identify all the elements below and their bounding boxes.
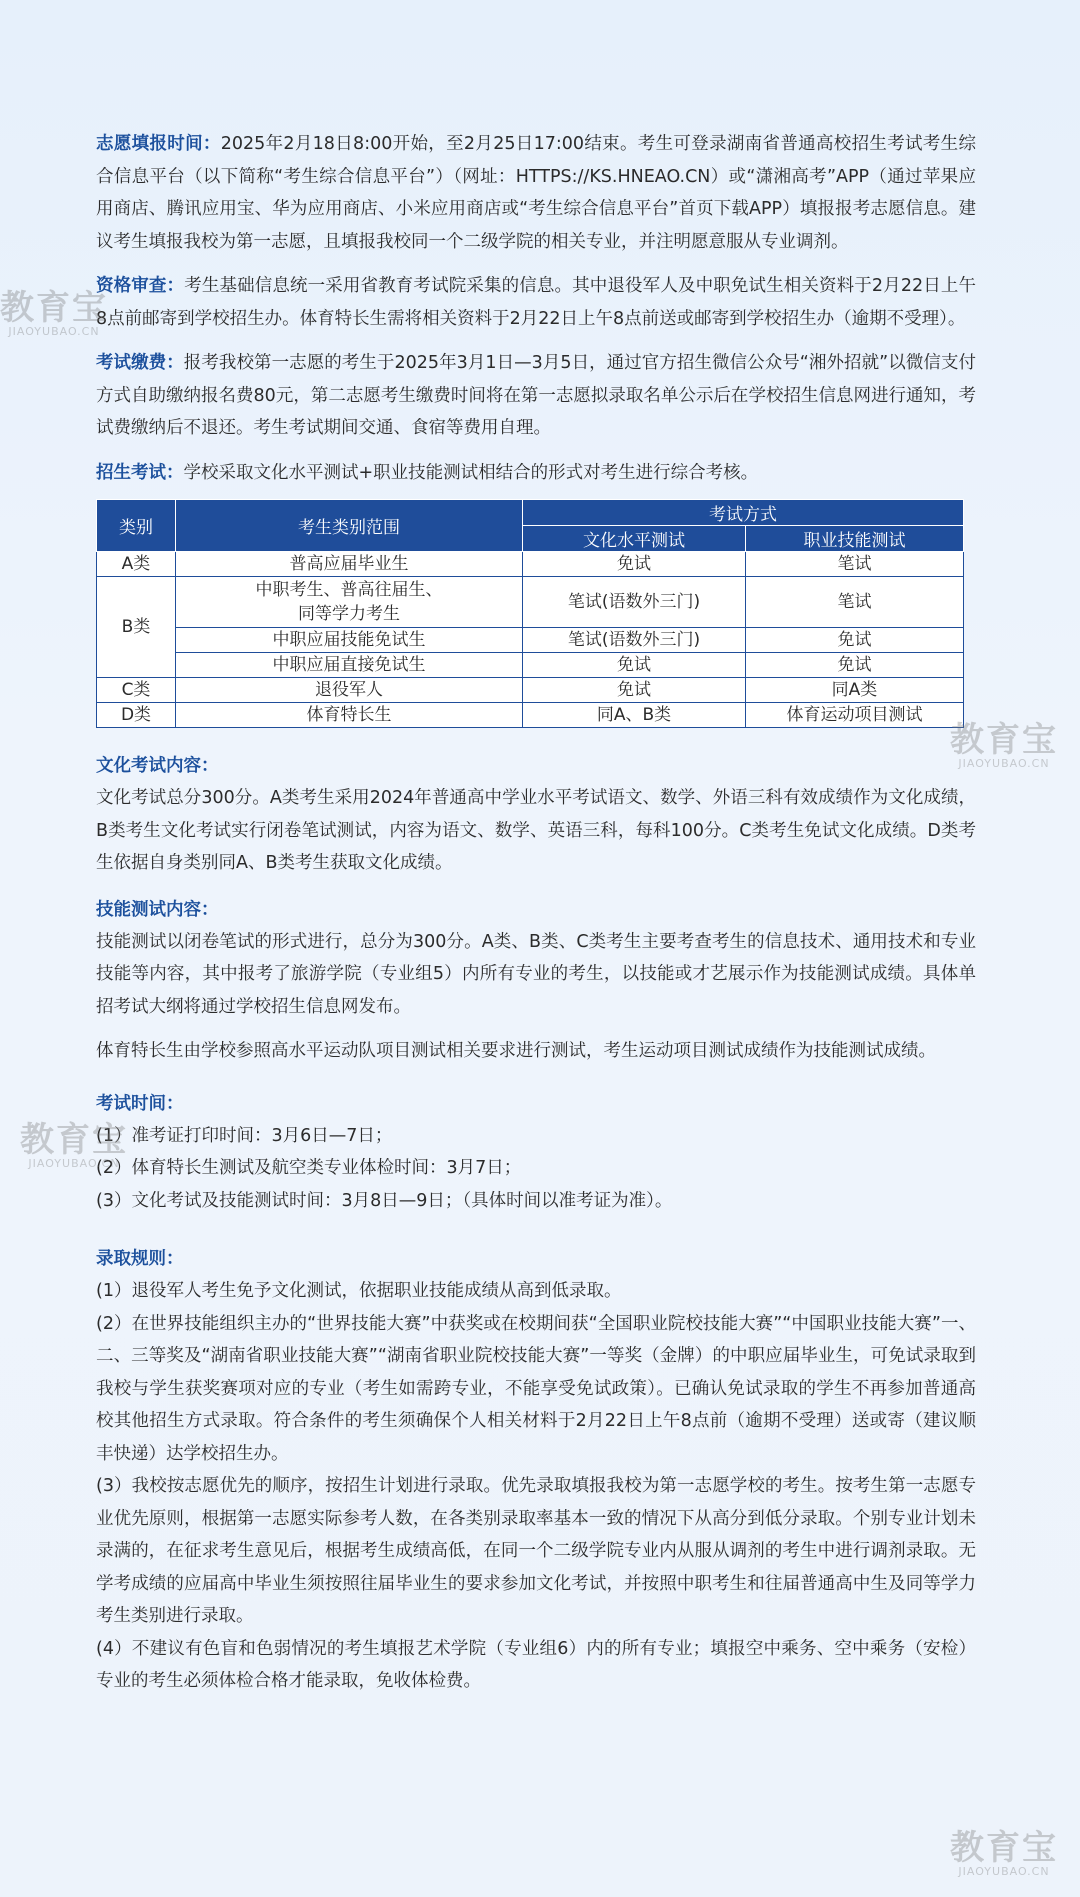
header-scope: 考生类别范围	[176, 500, 523, 552]
cell-scope-text: 中职考生、普高往届生、同等学力考生	[255, 580, 443, 624]
exam-time-heading: 考试时间：	[96, 1093, 184, 1114]
watermark	[20, 1122, 128, 1170]
watermark-sub: JIAOYUBAO.CN	[8, 325, 100, 338]
cell-culture: 同A、B类	[523, 703, 746, 728]
watermark	[0, 290, 108, 338]
exam-paragraph	[96, 457, 976, 490]
culture-content-heading: 文化考试内容：	[96, 756, 219, 776]
exam-time-section	[96, 1088, 976, 1218]
list-item: (3）文化考试及技能测试时间：3月8日—9日；（具体时间以准考证为准）。	[96, 1190, 673, 1211]
cell-category: A类	[97, 552, 176, 577]
table-row	[97, 703, 964, 728]
exam-text: 学校采取文化水平测试+职业技能测试相结合的形式对考生进行综合考核。	[183, 462, 759, 483]
culture-content-text: 文化考试总分300分。A类考生采用2024年普通高中学业水平考试语文、数学、外语三科有效成绩作为文化成绩，B类考生文化考试实行闭卷笔试测试，内容为语文、数学、英语三科，每科100分。C类考生免试文化成绩。D类考生依据自身类别同A、B类考生获取文化成绩。	[96, 788, 976, 873]
application-paragraph	[96, 128, 976, 258]
qualification-text: 考生基础信息统一采用省教育考试院采集的信息。其中退役军人及中职免试生相关资料于2月22日上午8点前邮寄到学校招生办。体育特长生需将相关资料于2月22日上午8点前送或邮寄到学校招生办（逾期不受理）。	[96, 276, 977, 329]
watermark	[950, 722, 1058, 770]
skill-content-section	[96, 894, 976, 1068]
watermark	[950, 1830, 1058, 1878]
table-row	[97, 577, 964, 628]
watermark-main: 教育宝	[20, 1120, 128, 1160]
list-item: (3）我校按志愿优先的顺序，按招生计划进行录取。优先录取填报我校为第一志愿学校的考生。按考生第一志愿专业优先原则，根据第一志愿实际参考人数，在各类别录取率基本一致的情况下从高分到低分录取。个别专业计划未录满的，在征求考生意见后，根据考生成绩高低，在同一个二级学院专业内从服从调剂的考生中进行调剂录取。无学考成绩的应届高中毕业生须按照往届毕业生的要求参加文化考试，并按照中职考生和往届普通高中生及同等学力考生类别进行录取。	[96, 1476, 976, 1626]
cell-skill: 笔试	[746, 577, 964, 628]
cell-skill: 免试	[746, 628, 964, 653]
header-culture: 文化水平测试	[523, 526, 746, 552]
cell-culture: 笔试(语数外三门)	[523, 577, 746, 628]
watermark-sub: JIAOYUBAO.CN	[28, 1157, 120, 1170]
cell-culture: 免试	[523, 653, 746, 678]
table-row	[97, 628, 964, 653]
header-skill: 职业技能测试	[746, 526, 964, 552]
fee-text: 报考我校第一志愿的考生于2025年3月1日—3月5日，通过官方招生微信公众号“湘外招就”以微信支付方式自助缴纳报名费80元，第二志愿考生缴费时间将在第一志愿拟录取名单公示后在学校招生信息网进行通知，考试费缴纳后不退还。考生考试期间交通、食宿等费用自理。	[96, 353, 977, 438]
list-item: (4）不建议有色盲和色弱情况的考生填报艺术学院（专业组6）内的所有专业；填报空中乘务、空中乘务（安检）专业的考生必须体检合格才能录取，免收体检费。	[96, 1638, 976, 1691]
admission-heading: 录取规则：	[96, 1249, 184, 1269]
application-text: 2025年2月18日8:00开始，至2月25日17:00结束。考生可登录湖南省普通高校招生考试考生综合信息平台（以下简称“考生综合信息平台”）（网址：HTTPS://KS.HNEAO.CN）或“潇湘高考”APP（通过苹果应用商店、腾讯应用宝、华为应用商店、小米应用商店或“考生综合信息平台”首页下载APP）填报报考志愿信息。建议考生填报我校为第一志愿，且填报我校同一个二级学院的相关专业，并注明愿意服从专业调剂。	[96, 134, 976, 252]
cell-skill: 笔试	[746, 552, 964, 577]
cell-skill: 体育运动项目测试	[746, 703, 964, 728]
watermark-main: 教育宝	[950, 720, 1058, 760]
qualification-paragraph	[96, 270, 976, 335]
cell-scope: 中职应届技能免试生	[176, 628, 523, 653]
cell-scope	[176, 577, 523, 628]
cell-culture: 免试	[523, 678, 746, 703]
section-spacer	[96, 1217, 976, 1243]
cell-scope: 体育特长生	[176, 703, 523, 728]
table-row	[97, 552, 964, 577]
exam-method-table	[96, 499, 964, 728]
cell-category: C类	[97, 678, 176, 703]
skill-content-heading: 技能测试内容：	[96, 899, 219, 920]
watermark-main: 教育宝	[0, 288, 108, 328]
skill-content-text-1: 技能测试以闭卷笔试的形式进行，总分为300分。A类、B类、C类考生主要考查考生的信息技术、通用技术和专业技能等内容，其中报考了旅游学院（专业组5）内所有专业的考生，以技能或才艺展示作为技能测试成绩。具体单招考试大纲将通过学校招生信息网发布。	[96, 931, 976, 1017]
list-item: (1）准考证打印时间：3月6日—7日；	[96, 1125, 393, 1146]
culture-content-section	[96, 750, 976, 880]
fee-label: 考试缴费：	[96, 353, 184, 373]
header-category: 类别	[97, 500, 176, 552]
application-label: 志愿填报时间：	[96, 134, 221, 154]
cell-skill: 免试	[746, 653, 964, 678]
list-item: (2）在世界技能组织主办的“世界技能大赛”中获奖或在校期间获“全国职业院校技能大赛”“中国职业技能大赛”一、二、三等奖及“湖南省职业技能大赛”“湖南省职业院校技能大赛”一等奖（金牌）的中职应届毕业生，可免试录取到我校与学生获奖赛项对应的专业（考生如需跨专业，不能享受免试政策）。已确认免试录取的学生不再参加普通高校其他招生方式录取。符合条件的考生须确保个人相关材料于2月22日上午8点前（逾期不受理）送或寄（建议顺丰快递）达学校招生办。	[96, 1313, 976, 1464]
cell-scope: 退役军人	[176, 678, 523, 703]
fee-paragraph	[96, 347, 976, 445]
table-row	[97, 678, 964, 703]
watermark-sub: JIAOYUBAO.CN	[958, 1865, 1050, 1878]
exam-label: 招生考试：	[96, 462, 184, 483]
cell-scope: 普高应届毕业生	[176, 552, 523, 577]
qualification-label: 资格审查：	[96, 276, 185, 296]
list-item: (1）退役军人考生免予文化测试，依据职业技能成绩从高到低录取。	[96, 1281, 622, 1301]
watermark-main: 教育宝	[950, 1828, 1058, 1868]
table-row	[97, 653, 964, 678]
watermark-sub: JIAOYUBAO.CN	[958, 757, 1050, 770]
cell-category: B类	[97, 577, 176, 678]
list-item: (2）体育特长生测试及航空类专业体检时间：3月7日；	[96, 1158, 522, 1178]
skill-content-text-2: 体育特长生由学校参照高水平运动队项目测试相关要求进行测试，考生运动项目测试成绩作为技能测试成绩。	[96, 1041, 936, 1061]
cell-culture: 笔试(语数外三门)	[523, 628, 746, 653]
document-body	[96, 128, 976, 1698]
cell-scope: 中职应届直接免试生	[176, 653, 523, 678]
cell-category: D类	[97, 703, 176, 728]
admission-section	[96, 1243, 976, 1698]
cell-culture: 免试	[523, 552, 746, 577]
cell-skill: 同A类	[746, 678, 964, 703]
header-method: 考试方式	[523, 500, 964, 526]
